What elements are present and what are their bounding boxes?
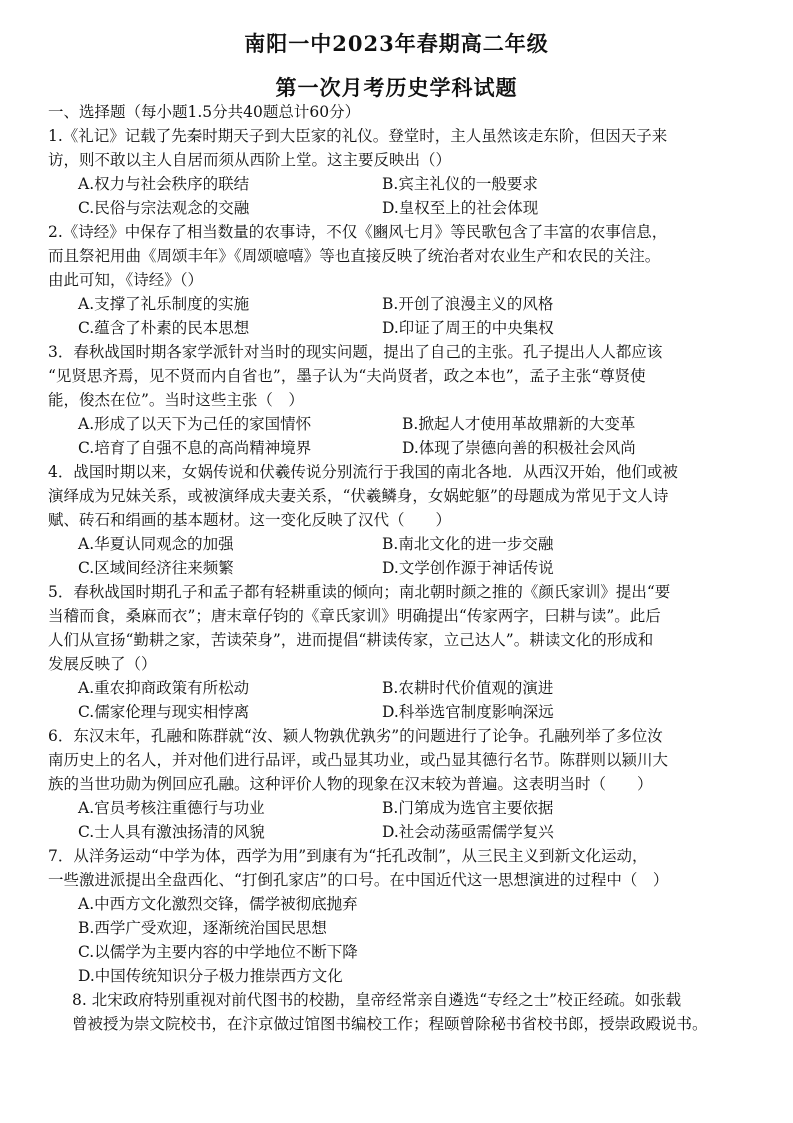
question-6-option-c: C.士人具有激浊扬清的风貌 xyxy=(78,823,265,841)
question-4-option-b: B.南北文化的进一步交融 xyxy=(382,535,554,553)
question-6-line-2: 南历史上的名人，并对他们进行品评，或凸显其功业，或凸显其德行名节。陈群则以颍川大 xyxy=(48,751,669,769)
question-7-option-c: C.以儒学为主要内容的中学地位不断下降 xyxy=(78,943,358,961)
question-5-option-d: D.科举选官制度影响深远 xyxy=(382,703,554,721)
question-3-option-b: B.掀起人才使用革故鼎新的大变革 xyxy=(402,415,636,433)
question-4-option-c: C.区域间经济往来频繁 xyxy=(78,559,234,577)
question-8-line-1: 8. 北宋政府特别重视对前代图书的校勘，皇帝经常亲自遴选“专经之士”校正经疏。如张载 xyxy=(72,991,682,1009)
question-7-option-b: B.西学广受欢迎，逐渐统治国民思想 xyxy=(78,919,327,937)
section-heading: 一、选择题（每小题1.5分共40题总计60分） xyxy=(48,103,361,121)
question-6-option-a: A.官员考核注重德行与功业 xyxy=(78,799,265,817)
question-6-line-1: 6．东汉末年，孔融和陈群就“汝、颍人物孰优孰劣”的问题进行了论争。孔融列举了多位汝 xyxy=(48,727,663,745)
question-4-option-d: D.文学创作源于神话传说 xyxy=(382,559,554,577)
question-5-line-1: 5．春秋战国时期孔子和孟子都有轻耕重读的倾向；南北朝时颜之推的《颜氏家训》提出“要 xyxy=(48,583,671,601)
question-3-option-a: A.形成了以天下为己任的家国情怀 xyxy=(78,415,312,433)
question-5-option-c: C.儒家伦理与现实相悖离 xyxy=(78,703,250,721)
question-1-line-1: 1.《礼记》记载了先秦时期天子到大臣家的礼仪。登堂时，主人虽然该走东阶，但因天子来 xyxy=(48,127,668,145)
question-4-line-1: 4．战国时期以来，女娲传说和伏羲传说分别流行于我国的南北各地．从西汉开始，他们或被 xyxy=(48,463,678,481)
question-4-line-2: 演绎成为兄妹关系，或被演绎成夫妻关系，“伏羲鳞身，女娲蛇躯”的母题成为常见于文人诗 xyxy=(48,487,669,505)
question-1-option-a: A.权力与社会秩序的联结 xyxy=(78,175,250,193)
question-7-option-a: A.中西方文化激烈交锋，儒学被彻底抛弃 xyxy=(78,895,358,913)
question-1-line-2: 访，则不敢以主人自居而须从西阶上堂。这主要反映出（） xyxy=(48,151,452,169)
question-5-line-2: 当稽而食，桑麻而衣”；唐末章仔钧的《章氏家训》明确提出“传家两字，曰耕与读”。此后 xyxy=(48,607,661,625)
question-3-option-c: C.培育了自强不息的高尚精神境界 xyxy=(78,439,312,457)
question-3-line-3: 能，俊杰在位”。当时这些主张（ ） xyxy=(48,391,304,409)
question-6-option-d: D.社会动荡亟需儒学复兴 xyxy=(382,823,554,841)
question-3-option-d: D.体现了崇德向善的积极社会风尚 xyxy=(402,439,636,457)
question-7-line-1: 7．从洋务运动“中学为体，西学为用”到康有为“托孔改制”，从三民主义到新文化运动， xyxy=(48,847,648,865)
exam-title-subject: 第一次月考历史学科试题 xyxy=(275,75,518,100)
question-8-line-2: 曾被授为崇文院校书，在汴京做过馆图书编校工作；程颐曾除秘书省校书郎，授崇政殿说书。 xyxy=(72,1015,708,1033)
question-2-option-c: C.蕴含了朴素的民本思想 xyxy=(78,319,250,337)
question-2-option-b: B.开创了浪漫主义的风格 xyxy=(382,295,554,313)
question-1-option-b: B.宾主礼仪的一般要求 xyxy=(382,175,538,193)
question-7-option-d: D.中国传统知识分子极力推崇西方文化 xyxy=(78,967,343,985)
question-3-line-1: 3．春秋战国时期各家学派针对当时的现实问题，提出了自己的主张。孔子提出人人都应该 xyxy=(48,343,663,361)
question-4-line-3: 赋、砖石和绢画的基本题材。这一变化反映了汉代（ ） xyxy=(48,511,452,529)
question-4-option-a: A.华夏认同观念的加强 xyxy=(78,535,234,553)
question-5-option-a: A.重农抑商政策有所松动 xyxy=(78,679,250,697)
question-1-option-d: D.皇权至上的社会体现 xyxy=(382,199,539,217)
exam-title-school: 南阳一中2023年春期高二年级 xyxy=(244,31,549,56)
question-1-option-c: C.民俗与宗法观念的交融 xyxy=(78,199,250,217)
question-7-line-2: 一些激进派提出全盘西化、“打倒孔家店”的口号。在中国近代这一思想演进的过程中（ ） xyxy=(48,871,669,889)
question-6-option-b: B.门第成为选官主要依据 xyxy=(382,799,554,817)
question-2-line-1: 2.《诗经》中保存了相当数量的农事诗，不仅《豳风七月》等民歌包含了丰富的农事信息， xyxy=(48,223,668,241)
question-2-option-d: D.印证了周王的中央集权 xyxy=(382,319,554,337)
question-2-option-a: A.支撑了礼乐制度的实施 xyxy=(78,295,250,313)
question-6-line-3: 族的当世功勋为例回应孔融。这种评价人物的现象在汉末较为普遍。这表明当时（ ） xyxy=(48,775,653,793)
question-5-line-4: 发展反映了（） xyxy=(48,655,157,673)
question-3-line-2: “见贤思齐焉，见不贤而内自省也”，墨子认为“夫尚贤者，政之本也”，孟子主张“尊贤使 xyxy=(48,367,646,385)
question-2-line-3: 由此可知，《诗经》（） xyxy=(48,271,204,289)
question-5-option-b: B.农耕时代价值观的演进 xyxy=(382,679,554,697)
question-5-line-3: 人们从宣扬“勤耕之家，苦读荣身”，进而提倡“耕读传家，立己达人”。耕读文化的形成和 xyxy=(48,631,654,649)
question-2-line-2: 而且祭祀用曲《周颂丰年》《周颂噫嘻》等也直接反映了统治者对农业生产和农民的关注。 xyxy=(48,247,661,265)
